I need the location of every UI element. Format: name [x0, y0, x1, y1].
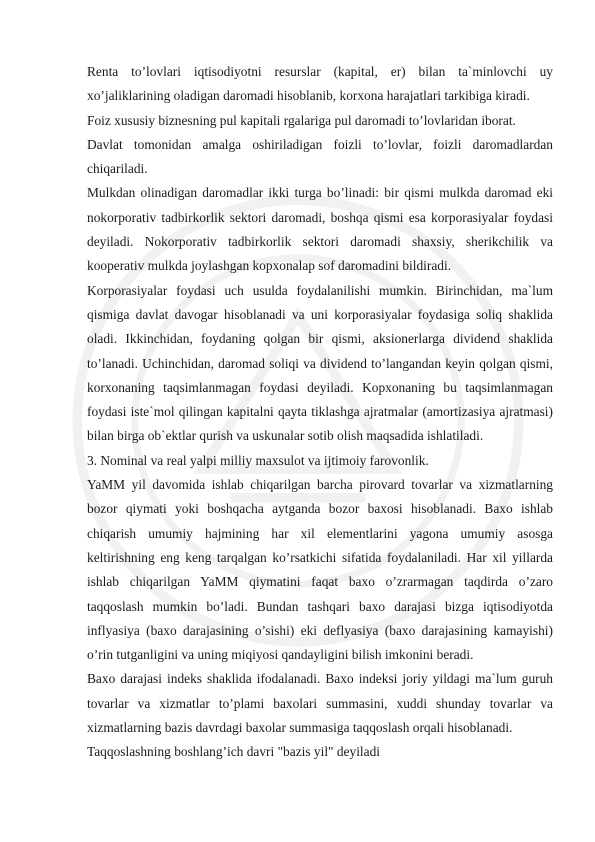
paragraph-bazis-yil: Taqqoslashning boshlang’ich davri "bazis yil" deyiladi	[87, 744, 380, 760]
paragraph-davlat: Davlat tomonidan amalga oshiriladigan foizli to’lovlar, foizli daromadlardan chiqariladi.	[87, 136, 553, 177]
document-page	[87, 60, 553, 765]
section-heading: 3. Nominal va real yalpi milliy maxsulot va ijtimoiy farovonlik.	[87, 452, 429, 468]
paragraph-mulk: Mulkdan olinadigan daromadlar ikki turga bo’linadi: bir qismi mulkda daromad eki nokorporativ tadbirkorlik sektori daromadi, boshqa qismi esa korporasiyalar foydasi deyiladi. Nokorporativ tadbirkorlik sektori daromadi shaxsiy, sherikchilik va kooperativ mulkda joylashgan kopxonalap sof daromadini bildiradi.	[87, 185, 553, 274]
paragraph-foiz: Foiz xususiy biznesning pul kapitali rgalariga pul daromadi to’lovlaridan iborat.	[87, 112, 516, 128]
paragraph-korporasiyalar: Korporasiyalar foydasi uch usulda foydalanilishi mumkin. Birinchidan, ma`lum qismiga davlat davogar hisoblanadi va uni korporasiyalar foydasiga soliq shaklida oladi. Ikkinchidan, foydaning qolgan bir qismi, aksionerlarga dividend shaklida to’lanadi. Uchinchidan, daromad soliqi va dividend to’langandan keyin qolgan qismi, korxonaning taqsimlanmagan foydasi deyiladi. Kopxonaning bu taqsimlanmagan foydasi iste`mol qilingan kapitalni qayta tiklashga ajratmalar (amortizasiya ajratmasi) bilan birga ob`ektlar qurish va uskunalar sotib olish maqsadida ishlatiladi.	[87, 282, 553, 444]
paragraph-yamm: YaMM yil davomida ishlab chiqarilgan barcha pirovard tovarlar va xizmatlarning bozor qiymati yoki boshqacha aytganda bozor baxosi hisoblanadi. Baxo ishlab chiqarish umumiy hajmining har xil elementlarini yagona umumiy asosga keltirishning eng keng tarqalgan ko’rsatkichi sifatida foydalaniladi. Har xil yillarda ishlab chiqarilgan YaMM qiymatini faqat baxo o’zrarmagan taqdirda o’zaro taqqoslash mumkin bo’ladi. Bundan tashqari baxo darajasi bizga iqtisodiyotda inflyasiya (baxo darajasining o’sishi) eki deflyasiya (baxo darajasining kamayishi) o’rin tutganligini va uning miqiyosi qandayligini bilish imkonini beradi.	[87, 477, 553, 663]
paragraph-baxo-indeks: Baxo darajasi indeks shaklida ifodalanadi. Baxo indeksi joriy yildagi ma`lum guruh tovarlar va xizmatlar to’plami baxolari summasini, xuddi shunday tovarlar va xizmatlarning bazis davrdagi baxolar summasiga taqqoslash orqali hisoblanadi.	[87, 671, 553, 736]
paragraph-renta: Renta to’lovlari iqtisodiyotni resurslar (kapital, er) bilan ta`minlovchi uy xo’jaliklarining oladigan daromadi hisoblanib, korxona harajatlari tarkibiga kiradi.	[87, 64, 553, 104]
